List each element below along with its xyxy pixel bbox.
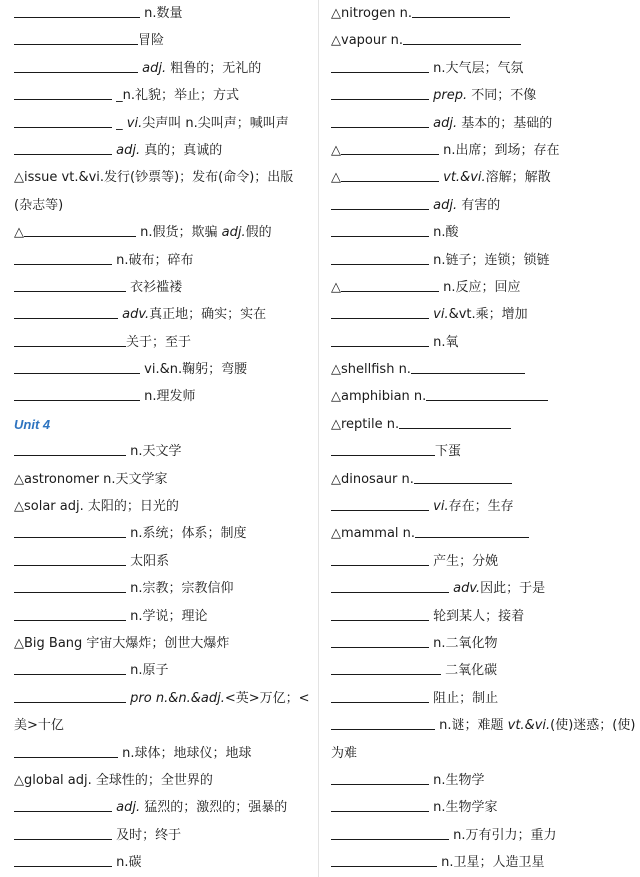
vocab-definition: 下蛋: [435, 444, 462, 460]
right-vocab-line: [331, 82, 631, 109]
vocab-definition: n.天文学: [126, 444, 182, 460]
right-vocab-line: [331, 603, 631, 630]
vocab-definition: n.假货；欺骗 adj.假的: [136, 225, 272, 241]
fill-in-blank[interactable]: [14, 3, 140, 18]
fill-in-blank[interactable]: [426, 386, 548, 401]
fill-in-blank[interactable]: [411, 359, 525, 374]
fill-in-blank[interactable]: [399, 414, 511, 429]
vocab-definition: n.酸: [429, 225, 459, 241]
right-vocab-line: [331, 356, 631, 383]
vocab-definition: n.卫星；人造卫星: [437, 855, 545, 871]
right-vocab-line: [331, 27, 631, 54]
left-vocab-line: [14, 575, 310, 602]
left-vocab-line: [14, 55, 310, 82]
right-vocab-line: [331, 767, 631, 794]
left-vocab-line: [14, 767, 310, 794]
fill-in-blank[interactable]: [14, 359, 140, 374]
left-vocab-line: [14, 630, 310, 657]
fill-in-blank[interactable]: [14, 332, 126, 347]
vocab-prefix: △amphibian n.: [331, 389, 427, 405]
fill-in-blank[interactable]: [14, 277, 126, 292]
vocab-definition: n.大气层；气氛: [429, 60, 524, 76]
left-vocab-line: [14, 657, 310, 684]
fill-in-blank[interactable]: [331, 222, 429, 237]
vocab-definition: adj. 基本的；基础的: [433, 115, 553, 131]
right-vocab-line: [331, 575, 631, 602]
fill-in-blank[interactable]: [14, 743, 118, 758]
fill-in-blank[interactable]: [14, 551, 126, 566]
fill-in-blank[interactable]: [331, 578, 449, 593]
fill-in-blank[interactable]: [331, 441, 435, 456]
left-vocab-line: [14, 822, 310, 849]
fill-in-blank[interactable]: [331, 551, 429, 566]
fill-in-blank[interactable]: [331, 715, 435, 730]
right-vocab-line: [331, 110, 631, 137]
fill-in-blank[interactable]: [14, 113, 112, 128]
vocab-definition: adj. 粗鲁的；无礼的: [142, 60, 262, 76]
vocab-prefix: 美>十亿: [14, 718, 64, 734]
left-vocab-line: [14, 548, 310, 575]
left-vocab-line: [14, 849, 310, 876]
fill-in-blank[interactable]: [14, 797, 112, 812]
right-vocab-line: [331, 383, 631, 410]
vocab-definition: n.谜；难题 vt.&vi.(使)迷惑；(使): [435, 718, 636, 734]
vocab-definition: adj. 真的；真诚的: [116, 142, 223, 158]
right-vocab-line: [331, 438, 631, 465]
left-vocab-line: [14, 438, 310, 465]
right-vocab-line: [331, 192, 631, 219]
vocab-definition: n.球体；地球仪；地球: [118, 745, 252, 761]
right-vocab-line: [331, 822, 631, 849]
fill-in-blank[interactable]: [412, 3, 510, 18]
right-vocab-line: [331, 0, 631, 27]
fill-in-blank[interactable]: [331, 770, 429, 785]
vocab-definition: n.生物学家: [429, 800, 498, 816]
left-vocab-line: [14, 219, 310, 246]
vocab-definition: adv.真正地；确实；实在: [122, 307, 267, 323]
vocab-definition: adj. 有害的: [433, 197, 501, 213]
fill-in-blank[interactable]: [331, 797, 429, 812]
right-vocab-line: [331, 740, 631, 767]
fill-in-blank[interactable]: [14, 688, 126, 703]
fill-in-blank[interactable]: [14, 523, 126, 538]
fill-in-blank[interactable]: [14, 58, 138, 73]
left-vocab-line: [14, 383, 310, 410]
right-vocab-line: [331, 685, 631, 712]
vocab-prefix: △: [331, 279, 341, 295]
vocab-definition: 关于；至于: [126, 334, 192, 350]
right-vocab-line: [331, 657, 631, 684]
fill-in-blank[interactable]: [331, 496, 429, 511]
vocab-prefix: △: [331, 142, 341, 158]
vocab-definition: 衣衫褴褛: [126, 279, 183, 295]
vocab-definition: n.原子: [126, 663, 169, 679]
vocab-definition: n.氧: [429, 334, 459, 350]
vocab-definition: n.链子；连锁；锁链: [429, 252, 550, 268]
vocab-definition: 太阳系: [126, 553, 170, 569]
fill-in-blank[interactable]: [331, 195, 429, 210]
left-vocab-line: [14, 301, 310, 328]
left-vocab-line: [14, 27, 310, 54]
fill-in-blank[interactable]: [331, 825, 449, 840]
left-vocab-line: [14, 82, 310, 109]
vocab-definition: adj. 猛烈的；激烈的；强暴的: [116, 800, 288, 816]
vocab-prefix: △Big Bang 宇宙大爆炸；创世大爆炸: [14, 635, 230, 651]
vocab-definition: 及时；终于: [112, 827, 182, 843]
right-vocab-line: [331, 493, 631, 520]
vocab-definition: vt.&vi.溶解；解散: [443, 170, 551, 186]
vocab-prefix: △solar adj. 太阳的；日光的: [14, 499, 179, 515]
fill-in-blank[interactable]: [14, 825, 112, 840]
vocab-definition: vi.&n.鞠躬；弯腰: [140, 362, 248, 378]
vocab-prefix: △: [331, 170, 341, 186]
vocab-prefix: 为难: [331, 745, 358, 761]
left-vocab-line: [14, 0, 310, 27]
fill-in-blank[interactable]: [341, 167, 439, 182]
vocab-definition: n.学说；理论: [126, 608, 208, 624]
fill-in-blank[interactable]: [331, 660, 441, 675]
fill-in-blank[interactable]: [331, 58, 429, 73]
right-vocab-line: [331, 164, 631, 191]
vocab-definition: n.系统；体系；制度: [126, 526, 247, 542]
left-vocab-line: [14, 603, 310, 630]
vocab-prefix: △shellfish n.: [331, 362, 411, 378]
vocab-prefix: △dinosaur n.: [331, 471, 414, 487]
left-vocab-line: [14, 712, 310, 739]
vocab-definition: 二氧化碳: [441, 663, 498, 679]
vocab-definition: n.宗教；宗教信仰: [126, 581, 234, 597]
vocab-definition: n.理发师: [140, 389, 196, 405]
fill-in-blank[interactable]: [14, 304, 118, 319]
right-vocab-line: [331, 849, 631, 876]
fill-in-blank[interactable]: [331, 332, 429, 347]
vocab-prefix: (杂志等): [14, 197, 64, 213]
left-vocab-line: [14, 411, 310, 438]
vocab-definition: vi.&vt.乘；增加: [433, 307, 528, 323]
vocab-definition: 冒险: [138, 33, 165, 49]
fill-in-blank[interactable]: [14, 578, 126, 593]
right-vocab-line: [331, 247, 631, 274]
vocab-prefix: △: [14, 225, 24, 241]
fill-in-blank[interactable]: [14, 250, 112, 265]
vocab-definition: prep. 不同；不像: [433, 88, 537, 104]
fill-in-blank[interactable]: [331, 688, 429, 703]
vocab-prefix: △astronomer n.天文学家: [14, 471, 168, 487]
vocab-definition: 产生；分娩: [429, 553, 499, 569]
right-vocab-line: [331, 548, 631, 575]
vocab-prefix: △issue vt.&vi.发行(钞票等)；发布(命令)；出版: [14, 170, 294, 186]
unit-heading: Unit 4: [14, 416, 51, 432]
right-vocab-line: [331, 301, 631, 328]
vocab-definition: n.二氧化物: [429, 635, 498, 651]
left-vocab-line: [14, 192, 310, 219]
fill-in-blank[interactable]: [331, 304, 429, 319]
right-column: [331, 0, 636, 877]
left-vocab-line: [14, 520, 310, 547]
vocab-prefix: △vapour n.: [331, 33, 403, 49]
column-divider: [318, 0, 319, 877]
left-vocab-line: [14, 356, 310, 383]
fill-in-blank[interactable]: [14, 852, 112, 867]
right-vocab-line: [331, 411, 631, 438]
right-vocab-line: [331, 137, 631, 164]
fill-in-blank[interactable]: [331, 633, 429, 648]
vocab-definition: n.数量: [140, 6, 183, 21]
vocab-prefix: △mammal n.: [331, 526, 416, 542]
right-vocab-line: [331, 466, 631, 493]
fill-in-blank[interactable]: [414, 469, 512, 484]
left-vocab-line: [14, 740, 310, 767]
vocab-definition: n.破布；碎布: [112, 252, 194, 268]
right-vocab-line: [331, 630, 631, 657]
vocab-definition: n.碳: [112, 855, 142, 871]
left-vocab-line: [14, 110, 310, 137]
left-vocab-line: [14, 493, 310, 520]
fill-in-blank[interactable]: [14, 140, 112, 155]
left-vocab-line: [14, 137, 310, 164]
right-vocab-line: [331, 274, 631, 301]
right-vocab-line: [331, 55, 631, 82]
fill-in-blank[interactable]: [331, 250, 429, 265]
vocab-definition: _n.礼貌；举止；方式: [112, 88, 240, 104]
vocab-definition: n.出席；到场；存在: [439, 142, 560, 158]
vocab-definition: pro n.&n.&adj.<英>万亿；<: [130, 690, 310, 706]
fill-in-blank[interactable]: [341, 277, 439, 292]
fill-in-blank[interactable]: [331, 606, 429, 621]
fill-in-blank[interactable]: [14, 606, 126, 621]
vocab-definition: 轮到某人；接着: [429, 608, 525, 624]
right-vocab-line: [331, 329, 631, 356]
left-vocab-line: [14, 164, 310, 191]
left-vocab-line: [14, 329, 310, 356]
vocab-definition: n.万有引力；重力: [449, 827, 557, 843]
fill-in-blank[interactable]: [14, 386, 140, 401]
fill-in-blank[interactable]: [14, 30, 138, 45]
left-column: [14, 0, 310, 877]
fill-in-blank[interactable]: [331, 85, 429, 100]
left-vocab-line: [14, 274, 310, 301]
fill-in-blank[interactable]: [24, 222, 136, 237]
vocab-definition: 阻止；制止: [429, 690, 499, 706]
left-vocab-line: [14, 794, 310, 821]
vocab-prefix: △reptile n.: [331, 416, 400, 432]
fill-in-blank[interactable]: [331, 852, 437, 867]
fill-in-blank[interactable]: [403, 30, 521, 45]
fill-in-blank[interactable]: [331, 113, 429, 128]
vocab-prefix: △nitrogen n.: [331, 6, 412, 21]
fill-in-blank[interactable]: [415, 523, 529, 538]
left-vocab-line: [14, 247, 310, 274]
fill-in-blank[interactable]: [341, 140, 439, 155]
fill-in-blank[interactable]: [14, 660, 126, 675]
right-vocab-line: [331, 219, 631, 246]
left-vocab-line: [14, 466, 310, 493]
fill-in-blank[interactable]: [14, 85, 112, 100]
left-vocab-line: [14, 685, 310, 712]
vocab-definition: n.生物学: [429, 772, 485, 788]
fill-in-blank[interactable]: [14, 441, 126, 456]
right-vocab-line: [331, 794, 631, 821]
vocab-prefix: △global adj. 全球性的；全世界的: [14, 772, 213, 788]
vocab-definition: vi.存在；生存: [433, 499, 514, 515]
vocab-definition: adv.因此；于是: [453, 581, 546, 597]
vocab-definition: _ vi.尖声叫 n.尖叫声；喊叫声: [112, 115, 289, 131]
right-vocab-line: [331, 520, 631, 547]
right-vocab-line: [331, 712, 636, 739]
vocab-definition: n.反应；回应: [439, 279, 521, 295]
